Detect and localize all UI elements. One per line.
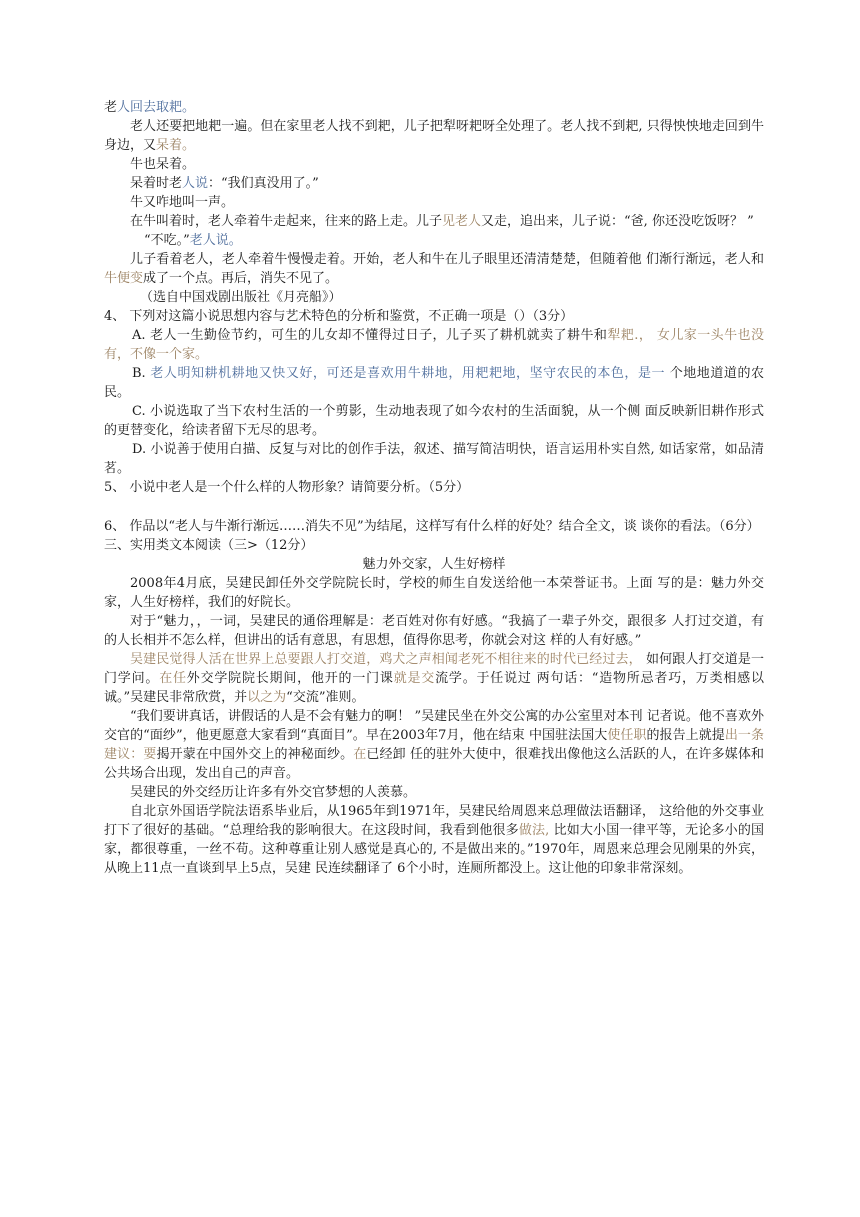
- highlighted-text: 见老人: [442, 214, 482, 229]
- story-paragraph: [104, 117, 764, 155]
- highlighted-text: 吴建民觉得人活在世界上总要跟人打交道，鸡犬之声相闻老死不相往来的时代已经过去，: [130, 652, 642, 667]
- story-paragraph: [104, 174, 764, 193]
- article-title: 魅力外交家，人生好榜样: [362, 557, 506, 572]
- highlighted-text: 在任: [159, 671, 187, 686]
- text-run: 外交学院院长期间，他开的一门课: [186, 671, 394, 686]
- story-paragraph: [104, 250, 764, 288]
- text-run: 老人还要把地耙一遍。但在家里老人找不到耙，儿子把犁呀耙呀全处理了。老人找不到耙, 只得怏怏地走回到牛身边，又: [104, 119, 764, 153]
- story-paragraph: [104, 98, 764, 117]
- option-d: D. 小说善于使用白描、反复与对比的创作手法，叙述、描写简洁明快，语言运用朴实自然, 如话家常，如品清茗。: [104, 442, 764, 476]
- option-c: C. 小说选取了当下农村生活的一个剪影，生动地表现了如今农村的生活面貌，从一个侧 面反映新旧耕作形式的更替变化，给读者留下无尽的思考。: [104, 404, 764, 438]
- text-run: 已经卸 任的驻外大使中，很难找出像他这么活跃的人，在许多媒体和公共场合出现，发出自己的声音。: [104, 747, 764, 781]
- text-run: ：“我们真没用了。”: [208, 176, 319, 191]
- answer-space: [104, 497, 764, 517]
- highlighted-text: 犁耙.， 女儿家一头牛也没有，不像一个家。: [104, 328, 765, 362]
- text-run: 揭开蒙在中国外交上的神秘面纱。: [156, 747, 354, 762]
- article-paragraph: 对于“魅力，，一词，吴建民的通俗理解是：老百姓对你有好感。“我搞了一辈子外交，跟很多 人打过交道，有的人长相并不怎么样，但讲出的话有意思，有思想，值得你思考，你就会对这 样的人有好感。”: [104, 614, 764, 648]
- highlighted-text: 就是交: [393, 671, 436, 686]
- highlighted-text: 牛便变: [104, 271, 144, 286]
- text-run: 又走，追出来，儿子说：“爸, 你还没吃饭呀？ ”: [481, 214, 754, 229]
- text-run: 儿子看着老人，老人牵着牛慢慢走着。开始，老人和牛在儿子眼里还清清楚楚，但随着他 们渐行渐远，老人和: [130, 252, 764, 267]
- question-6: 6、 作品以“老人与牛渐行渐远……消失不见”为结尾，这样写有什么样的好处？结合全文，谈 谈你的看法。（6分）: [104, 519, 760, 534]
- question-4: 4、 下列对这篇小说思想内容与艺术特色的分析和鉴赏，不正确一项是（）（3分）: [104, 309, 574, 324]
- text-run: 的报告上就提: [646, 728, 725, 743]
- section-heading: 三、实用类文本阅读（三>（12分）: [104, 538, 314, 553]
- story-paragraph: 牛又咋地叫一声。: [130, 195, 235, 210]
- highlighted-text: 人回去取耙。: [117, 100, 196, 115]
- story-paragraph: [104, 212, 764, 231]
- text-run: 比如大小国一律平等，无论多小的国家，都很尊重，一丝不苟。这种尊重让别人感觉是真心的, 不是做出来的。”1970年，周恩来总理会见刚果的外宾，从晚上11点一直谈到早上5点，吴建 民连续翻译了 6个小时，连厕所都没上。这让他的印象非常深刻。: [104, 823, 764, 876]
- question-5: 5、 小说中老人是一个什么样的人物形象？请简要分析。（5分）: [104, 480, 470, 495]
- article-paragraph: [104, 802, 764, 878]
- text-run: “不吃。”: [144, 233, 190, 248]
- story-source: （选自中国戏剧出版社《月亮船》）: [140, 290, 342, 305]
- highlighted-text: 人说: [182, 176, 209, 191]
- story-paragraph: [104, 231, 764, 250]
- text-run: 呆着时老: [130, 176, 183, 191]
- highlighted-text: 在: [353, 747, 367, 762]
- article-paragraph: 吴建民的外交经历让许多有外交官梦想的人羡慕。: [130, 785, 417, 800]
- text-run: 自北京外国语学院法语系毕业后，从1965年到1971年，吴建民给周恩来总理做法语翻译， 这给他的外交事业打下了很好的基础。“总理给我的影响很大。在这段时间，我看到他很多: [104, 804, 764, 838]
- highlighted-text: 出一条建议：要: [104, 728, 764, 762]
- article-paragraph: [104, 707, 764, 783]
- text-run: 成了一个点。再后，消失不见了。: [143, 271, 339, 286]
- highlighted-text: 做法,: [518, 823, 550, 838]
- text-run: 在牛叫着时，老人牵着牛走起来，往来的路上走。儿子: [130, 214, 443, 229]
- highlighted-text: 使任职: [607, 728, 647, 743]
- option-b: [104, 364, 764, 402]
- highlighted-text: 呆着。: [156, 138, 196, 153]
- option-a: [104, 326, 764, 364]
- highlighted-text: 老人说。: [189, 233, 242, 248]
- text-run: 如何跟人打交道是一门学问。: [104, 652, 764, 686]
- highlighted-text: 以之为: [247, 690, 287, 705]
- text-run: “交流”准则。: [286, 690, 365, 705]
- highlighted-text: 老人明知耕机耕地又快又好，可还是喜欢用牛耕地，用耙耙地，坚守农民的本色，是一: [150, 366, 666, 381]
- text-run: B.: [132, 366, 151, 381]
- text-run: 老: [104, 100, 118, 115]
- story-paragraph: 牛也呆着。: [130, 157, 196, 172]
- text-run: 个地地道道的农民。: [104, 366, 764, 400]
- text-run: “我们要讲真话，讲假话的人是不会有魅力的啊！ ”吴建民坐在外交公寓的办公室里对本刊 记者说。他不喜欢外交官的“面纱”，他更愿意大家看到“真面目”。早在2003年7月，他在结束 中国驻法国大: [104, 709, 764, 743]
- article-paragraph: 2008年4月底，吴建民卸任外交学院院长时，学校的师生自发送给他一本荣誉证书。上面 写的是：魅力外交家，人生好榜样，我们的好院长。: [104, 576, 764, 610]
- text-run: A. 老人一生勤俭节约，可生的儿女却不懂得过日子，儿子买了耕机就卖了耕牛和: [132, 328, 608, 343]
- article-paragraph: [104, 650, 764, 707]
- text-run: 流学。于任说过 两句话：“造物所忌者巧，万类相感以诚。”吴建民非常欣赏，并: [104, 671, 764, 705]
